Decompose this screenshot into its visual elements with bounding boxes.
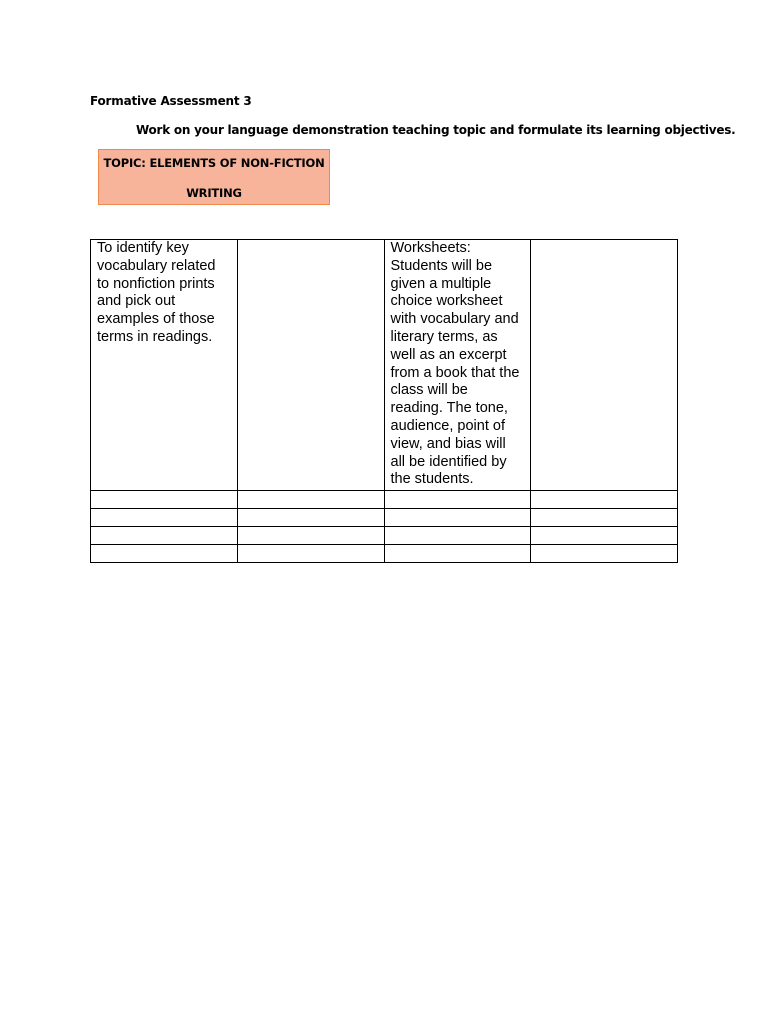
table-row	[91, 509, 678, 527]
topic-title-line1: TOPIC: ELEMENTS OF NON-FICTION	[103, 156, 325, 170]
document-title: Formative Assessment 3	[90, 94, 252, 108]
table-row	[91, 240, 678, 491]
topic-title-line2: WRITING	[186, 186, 242, 200]
objectives-table	[90, 239, 678, 563]
table-cell	[384, 509, 531, 527]
table-row	[91, 491, 678, 509]
table-cell	[531, 491, 678, 509]
table-cell	[237, 240, 384, 491]
table-cell	[237, 491, 384, 509]
instruction-text: Work on your language demonstration teaching topic and formulate its learning objectives.	[136, 123, 736, 137]
table-cell	[384, 491, 531, 509]
table-cell	[531, 509, 678, 527]
table-cell	[531, 527, 678, 545]
table-cell	[91, 491, 238, 509]
table-cell	[237, 509, 384, 527]
table-cell	[91, 545, 238, 563]
table-cell	[531, 545, 678, 563]
table-cell	[91, 509, 238, 527]
table-cell	[91, 527, 238, 545]
table-cell	[237, 527, 384, 545]
topic-box	[98, 149, 330, 205]
table-cell	[384, 527, 531, 545]
table-row	[91, 527, 678, 545]
table-cell-activity: Worksheets: Students will be given a multiple choice worksheet with vocabulary and literary terms, as well as an excerpt from a book that the class will be reading. The tone, audience, point of view, and bias will all be identified by the students.	[384, 240, 531, 491]
table-cell	[384, 545, 531, 563]
table-cell-objective: To identify key vocabulary related to nonfiction prints and pick out examples of those terms in readings.	[91, 240, 238, 491]
table-cell	[237, 545, 384, 563]
table-cell	[531, 240, 678, 491]
table-row	[91, 545, 678, 563]
